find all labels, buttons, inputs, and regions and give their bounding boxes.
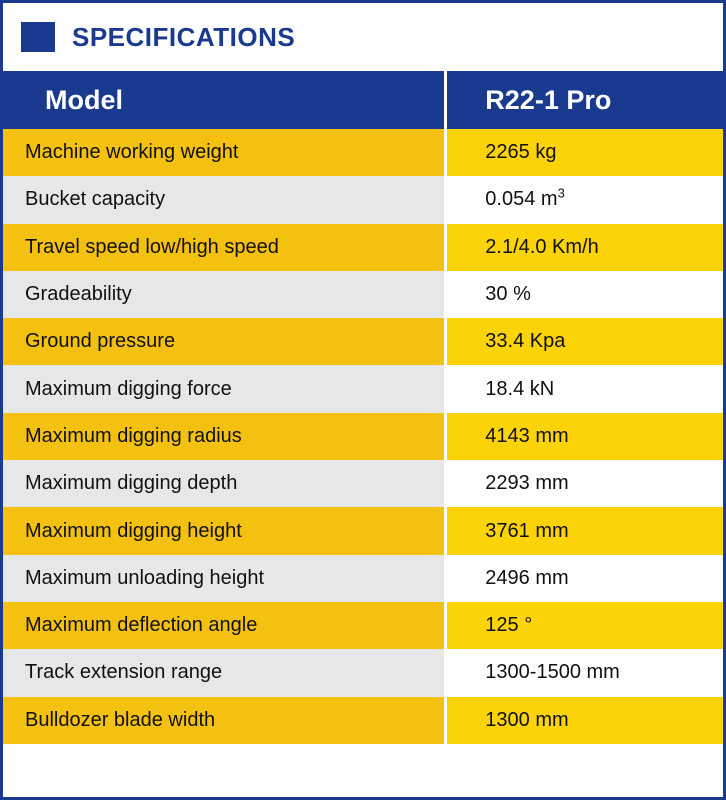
row-label: Maximum unloading height bbox=[3, 555, 446, 602]
column-header-value: R22-1 Pro bbox=[446, 71, 723, 129]
row-label: Maximum digging depth bbox=[3, 460, 446, 507]
table-row bbox=[3, 271, 723, 318]
row-value: 2293 mm bbox=[446, 460, 723, 507]
row-value: 2496 mm bbox=[446, 555, 723, 602]
table-body bbox=[3, 129, 723, 744]
table-row bbox=[3, 365, 723, 412]
row-label: Gradeability bbox=[3, 271, 446, 318]
page-title: SPECIFICATIONS bbox=[72, 22, 296, 52]
row-label: Maximum digging height bbox=[3, 507, 446, 554]
table-row bbox=[3, 413, 723, 460]
table-row bbox=[3, 507, 723, 554]
row-value: 2265 kg bbox=[446, 129, 723, 176]
row-label: Bucket capacity bbox=[3, 176, 446, 223]
row-value: 3761 mm bbox=[446, 507, 723, 554]
table-row bbox=[3, 697, 723, 744]
row-value: 125 ° bbox=[446, 602, 723, 649]
row-value: 30 % bbox=[446, 271, 723, 318]
row-label: Travel speed low/high speed bbox=[3, 224, 446, 271]
row-value: 2.1/4.0 Km/h bbox=[446, 224, 723, 271]
table-row bbox=[3, 460, 723, 507]
row-label: Bulldozer blade width bbox=[3, 697, 446, 744]
header bbox=[3, 3, 723, 71]
table-row bbox=[3, 602, 723, 649]
row-label: Maximum digging radius bbox=[3, 413, 446, 460]
table-row bbox=[3, 555, 723, 602]
row-label: Track extension range bbox=[3, 649, 446, 696]
table-row bbox=[3, 129, 723, 176]
row-value: 18.4 kN bbox=[446, 365, 723, 412]
row-value: 4143 mm bbox=[446, 413, 723, 460]
table-row bbox=[3, 224, 723, 271]
row-value: 33.4 Kpa bbox=[446, 318, 723, 365]
table-row bbox=[3, 318, 723, 365]
row-value-text: 0.054 m bbox=[485, 188, 558, 211]
column-header-model: Model bbox=[3, 71, 446, 129]
header-marker-icon bbox=[21, 22, 55, 52]
table-row bbox=[3, 649, 723, 696]
table-row bbox=[3, 176, 723, 223]
row-label: Maximum digging force bbox=[3, 365, 446, 412]
table-header-row bbox=[3, 71, 723, 129]
row-value: 1300-1500 mm bbox=[446, 649, 723, 696]
row-value: 1300 mm bbox=[446, 697, 723, 744]
row-label: Machine working weight bbox=[3, 129, 446, 176]
row-value-superscript: 3 bbox=[557, 185, 565, 201]
specifications-table bbox=[3, 71, 723, 744]
row-label: Maximum deflection angle bbox=[3, 602, 446, 649]
row-label: Ground pressure bbox=[3, 318, 446, 365]
row-value bbox=[446, 176, 723, 223]
